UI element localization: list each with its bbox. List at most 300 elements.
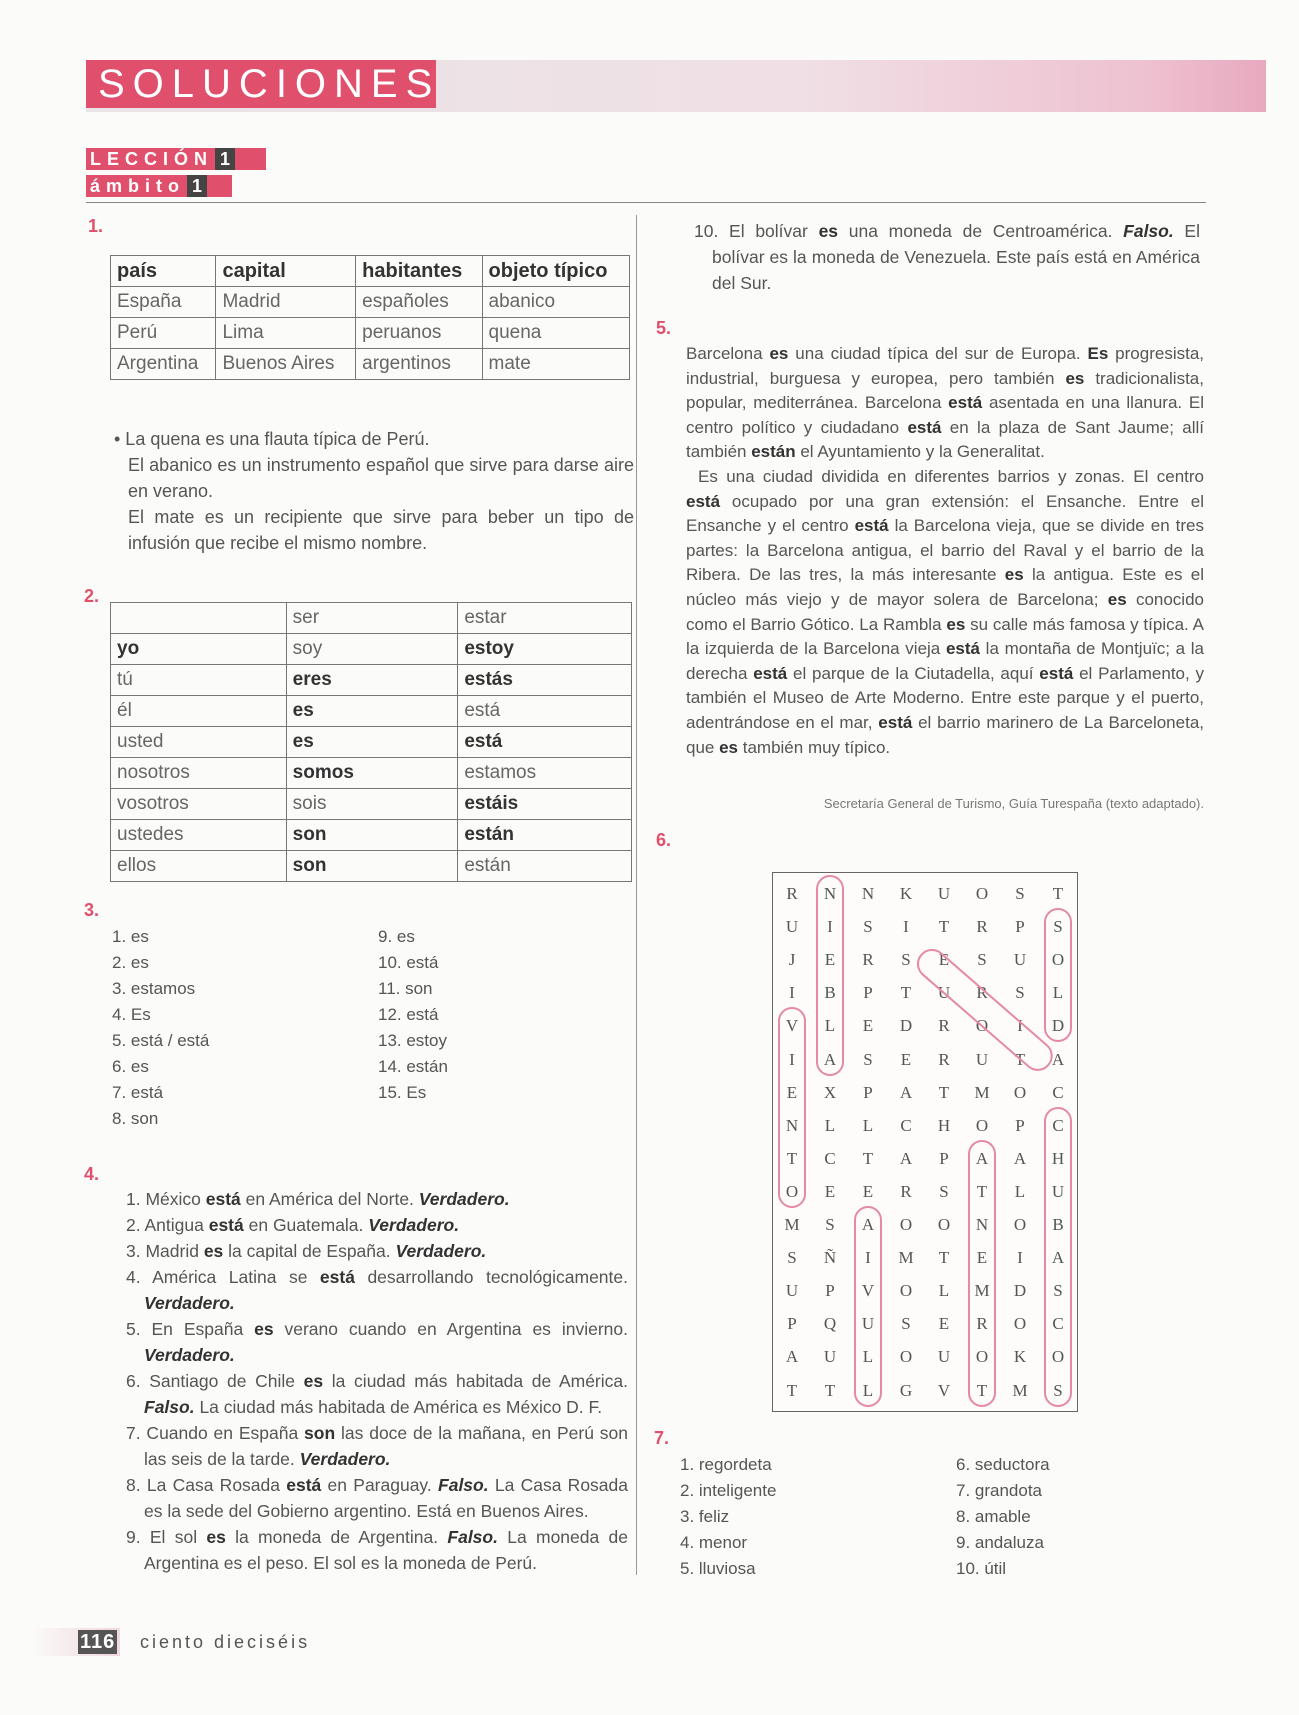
answer-item xyxy=(126,1186,628,1212)
grid-letter: U xyxy=(1051,1181,1065,1201)
word-highlight xyxy=(816,875,844,1076)
grid-letter: O xyxy=(899,1215,913,1234)
grid-letter: Ñ xyxy=(823,1248,837,1268)
grid-letter: V xyxy=(861,1281,875,1301)
grid-letter: U xyxy=(937,1347,951,1367)
answer-text: las doce de la mañana, en Perú son las seis de la tarde. xyxy=(144,1423,628,1469)
answer-text: en Paraguay. xyxy=(321,1475,439,1495)
grid-letter: O xyxy=(1051,1347,1065,1367)
table-cell: son xyxy=(286,851,458,882)
table-cell: Madrid xyxy=(216,287,356,318)
table-cell: mate xyxy=(482,349,629,380)
table-header-cell: capital xyxy=(216,256,356,287)
section-5-number: 5. xyxy=(656,318,672,338)
word-search-grid xyxy=(772,872,1078,1412)
answer-text: una moneda de Centroamérica. xyxy=(838,221,1124,241)
answer-item xyxy=(126,1212,628,1238)
grid-letter: A xyxy=(899,1148,913,1168)
answer-item: 5. está / está xyxy=(112,1031,210,1050)
grid-letter: S xyxy=(1053,917,1063,937)
table-row xyxy=(111,665,632,696)
paragraph-segment: es xyxy=(719,737,739,757)
grid-letter: S xyxy=(1015,884,1025,903)
answer-item: 4. Es xyxy=(112,1005,151,1024)
table-cell: estamos xyxy=(458,758,632,789)
paragraph-segment: la antigua. Este es el núcleo más viejo y de mayor solera de Barcelona; xyxy=(686,565,1204,609)
word-highlight xyxy=(968,1140,996,1407)
table-header-row xyxy=(111,603,632,634)
grid-letter: B xyxy=(824,983,836,1003)
paragraph-segment: Es una ciudad dividida en diferentes barrios y zonas. El centro xyxy=(698,466,1204,486)
answer-item: 2. es xyxy=(112,953,149,972)
grid-letter: S xyxy=(1015,983,1025,1003)
grid-letter: P xyxy=(787,1314,797,1334)
answer-item: 14. están xyxy=(378,1057,448,1076)
answer-text: la moneda de Argentina. xyxy=(225,1527,448,1547)
table-row xyxy=(111,318,630,349)
grid-letter: T xyxy=(862,1148,874,1168)
grid-letter: D xyxy=(1013,1281,1027,1301)
grid-letter: U xyxy=(975,1049,989,1069)
table-row xyxy=(111,634,632,665)
leccion-number: 1 xyxy=(215,148,235,170)
table-cell: está xyxy=(458,696,632,727)
grid-letter: O xyxy=(975,884,989,903)
answer-text: desarrollando tecnológicamente. xyxy=(354,1267,628,1287)
answer-text: en América del Norte. xyxy=(240,1189,419,1209)
answer-text: son xyxy=(304,1423,336,1443)
section-3-number: 3. xyxy=(84,900,100,920)
answer-text: 5. En España xyxy=(126,1319,255,1339)
answer-item: 6. es xyxy=(112,1057,149,1076)
answer-text: verano cuando en Argentina es invierno. xyxy=(273,1319,628,1339)
grid-letter: I xyxy=(865,1248,871,1268)
grid-letter: R xyxy=(786,884,798,903)
grid-letter: R xyxy=(938,1049,950,1069)
answer-item: 2. inteligente xyxy=(680,1481,777,1500)
paragraph-segment: el Ayuntamiento y la Generalitat. xyxy=(795,442,1045,462)
grid-letter: O xyxy=(1013,1082,1027,1102)
table-cell: está xyxy=(458,727,632,758)
grid-letter: O xyxy=(899,1281,913,1301)
answer-item: 3. feliz xyxy=(680,1507,730,1526)
grid-letter: A xyxy=(975,1148,989,1168)
answer-item: 9. es xyxy=(378,927,415,946)
answer-text: La ciudad más habitada de América es México D. F. xyxy=(194,1397,603,1417)
grid-letter: E xyxy=(862,1016,874,1036)
answer-text: la capital de España. xyxy=(223,1241,396,1261)
paragraph-segment: progresista, industrial, burguesa y europea, pero también xyxy=(686,344,1205,388)
grid-letter: L xyxy=(824,1115,836,1135)
section-1-notes xyxy=(114,426,634,556)
verdict-text: Verdadero. xyxy=(299,1449,391,1469)
grid-letter: P xyxy=(1015,917,1025,937)
paragraph-segment: está xyxy=(945,639,980,659)
answer-item xyxy=(126,1524,628,1576)
grid-letter: B xyxy=(1052,1215,1064,1234)
section-7-col2 xyxy=(956,1452,1050,1582)
verdict-text: Verdadero. xyxy=(395,1241,487,1261)
source-citation: Secretaría General de Turismo, Guía Turespaña (texto adaptado). xyxy=(823,796,1204,811)
answer-item: 10. está xyxy=(378,953,439,972)
table-header-cell: objeto típico xyxy=(482,256,629,287)
grid-letter: O xyxy=(785,1181,799,1201)
grid-letter: E xyxy=(862,1181,874,1201)
paragraph-segment: Barcelona xyxy=(686,344,770,363)
answer-item: 1. regordeta xyxy=(680,1455,772,1474)
grid-letter: O xyxy=(975,1115,989,1135)
table-header-cell: estar xyxy=(458,603,632,634)
grid-letter: L xyxy=(824,1016,836,1036)
note-line: El mate es un recipiente que sirve para beber un tipo de infusión que recibe el mismo nombre. xyxy=(128,507,634,553)
paragraph-segment: asentada en una llanura. El centro político y ciudadano xyxy=(686,393,1205,437)
grid-letter: U xyxy=(1013,950,1027,970)
word-highlight xyxy=(778,1007,806,1208)
grid-letter: A xyxy=(823,1049,837,1069)
answer-item xyxy=(126,1238,628,1264)
answer-text: es xyxy=(206,1527,226,1547)
grid-letter: T xyxy=(824,1380,836,1400)
paragraph-segment: está xyxy=(948,393,983,413)
grid-letter: P xyxy=(863,983,873,1003)
answer-item: 1. es xyxy=(112,927,149,946)
grid-letter: R xyxy=(900,1181,912,1201)
table-cell: eres xyxy=(286,665,458,696)
grid-letter: S xyxy=(901,1314,911,1334)
table-cell: soy xyxy=(286,634,458,665)
answer-text: es xyxy=(303,1371,324,1391)
answer-text: El bolívar es la moneda de Venezuela. Este país está en América del Sur. xyxy=(712,221,1200,293)
section-6-number: 6. xyxy=(656,830,672,850)
table-header-row xyxy=(111,256,630,287)
section-5-text xyxy=(686,342,1204,760)
grid-letter: E xyxy=(976,1248,988,1268)
table-cell: Perú xyxy=(111,318,216,349)
table-row xyxy=(111,727,632,758)
answer-item: 5. lluviosa xyxy=(680,1559,756,1578)
section-7-col1 xyxy=(680,1452,776,1582)
verdict-text: Verdadero. xyxy=(144,1345,235,1365)
ambito-label: ámbito xyxy=(90,176,186,196)
grid-letter: P xyxy=(1015,1115,1025,1135)
page-number: 116 xyxy=(80,1631,116,1653)
grid-letter: S xyxy=(863,917,873,937)
grid-letter: K xyxy=(1013,1347,1027,1367)
verdict-text: Falso. xyxy=(144,1397,195,1417)
paragraph-segment: conocido como el Barrio Gótico. La Rambla xyxy=(686,589,1204,634)
grid-letter: U xyxy=(937,884,951,903)
grid-letter: C xyxy=(1052,1115,1064,1135)
grid-letter: K xyxy=(899,884,913,903)
answer-text: 6. Santiago de Chile xyxy=(126,1371,304,1391)
grid-letter: O xyxy=(1051,950,1065,970)
paragraph-segment: la Barcelona vieja, que se divide en tres partes: la Barcelona antigua, el barrio del Raval y el barrio de la Ribera. De las tres, la más interesante xyxy=(686,516,1204,585)
grid-letter: O xyxy=(975,1347,989,1367)
grid-letter: T xyxy=(976,1181,988,1201)
table-cell: estás xyxy=(458,665,632,696)
verdict-text: Falso. xyxy=(447,1527,498,1547)
answer-item: 10. útil xyxy=(956,1559,1007,1578)
grid-letter: Q xyxy=(823,1314,837,1334)
paragraph-segment: tradicionalista, popular, mediterránea. Barcelona xyxy=(686,368,1204,413)
note-line: • La quena es una flauta típica de Perú. xyxy=(114,429,430,449)
grid-letter: R xyxy=(976,983,988,1003)
table-cell: Lima xyxy=(216,318,356,349)
verdict-text: Falso. xyxy=(438,1475,489,1495)
note-line: El abanico es un instrumento español que sirve para darse aire en verano. xyxy=(128,455,634,501)
answer-item: 7. grandota xyxy=(956,1481,1043,1500)
answer-item: 8. amable xyxy=(956,1507,1031,1526)
table-row xyxy=(111,758,632,789)
answer-item: 4. menor xyxy=(680,1533,748,1552)
grid-letter: I xyxy=(789,1049,795,1069)
grid-letter: H xyxy=(937,1115,951,1135)
paragraph-segment: el parque de la Ciutadella, aquí xyxy=(787,663,1040,683)
grid-letter: C xyxy=(1052,1082,1064,1102)
paragraph xyxy=(686,465,1204,760)
section-3-col1 xyxy=(112,924,209,1132)
grid-letter: C xyxy=(900,1115,912,1135)
grid-letter: V xyxy=(937,1380,951,1400)
table-cell: Buenos Aires xyxy=(216,349,356,380)
page-number-text: ciento dieciséis xyxy=(140,1632,311,1652)
grid-letter: T xyxy=(938,917,950,937)
paragraph-segment: está xyxy=(907,417,942,437)
verdict-text: Falso. xyxy=(1123,221,1174,241)
answer-text: 8. La Casa Rosada xyxy=(126,1475,287,1495)
table-cell: abanico xyxy=(482,287,629,318)
answer-text: 7. Cuando en España xyxy=(126,1423,305,1443)
grid-letter: E xyxy=(938,950,950,970)
table-row xyxy=(111,349,630,380)
grid-letter: M xyxy=(974,1082,990,1102)
grid-letter: S xyxy=(939,1181,949,1201)
answer-item: 3. estamos xyxy=(112,979,196,998)
page-title: SOLUCIONES xyxy=(86,60,436,108)
table-cell: estoy xyxy=(458,634,632,665)
paragraph-segment: está xyxy=(878,712,913,732)
grid-letter: L xyxy=(862,1380,874,1400)
answer-item xyxy=(126,1264,628,1316)
table-row xyxy=(111,696,632,727)
paragraph-segment: una ciudad típica del sur de Europa. xyxy=(788,344,1088,363)
grid-letter: I xyxy=(789,983,795,1003)
grid-letter: T xyxy=(1014,1049,1026,1069)
grid-letter: O xyxy=(1013,1215,1027,1234)
paragraph-segment: está xyxy=(1039,663,1074,683)
table-cell: están xyxy=(458,851,632,882)
paragraph-segment: su calle más famosa y típica. A la izquierda de la Barcelona vieja xyxy=(686,614,1204,659)
grid-letter: D xyxy=(1051,1016,1065,1036)
grid-letter: S xyxy=(825,1215,835,1234)
grid-letter: N xyxy=(861,884,875,903)
paragraph-segment: está xyxy=(854,516,889,536)
paragraph-segment: es xyxy=(1065,368,1085,388)
grid-letter: S xyxy=(787,1248,797,1268)
grid-letter: I xyxy=(903,917,909,937)
table-cell: tú xyxy=(111,665,287,696)
answer-text: 1. México xyxy=(126,1189,206,1209)
grid-letter: A xyxy=(861,1215,875,1234)
column-divider xyxy=(636,215,637,1575)
answer-text: en Guatemala. xyxy=(243,1215,369,1235)
grid-letter: T xyxy=(1052,884,1064,903)
answer-item: 8. son xyxy=(112,1109,159,1128)
grid-letter: E xyxy=(900,1049,912,1069)
table-cell: españoles xyxy=(356,287,482,318)
section-2-number: 2. xyxy=(84,586,100,606)
paragraph-segment: la montaña de Montjuïc; a la derecha xyxy=(686,639,1205,683)
table-cell: estáis xyxy=(458,789,632,820)
grid-letter: U xyxy=(861,1314,875,1334)
paragraph-segment: ocupado por una gran extensión: el Ensanche. Entre el Ensanche y el centro xyxy=(686,491,1204,536)
table-cell: es xyxy=(286,727,458,758)
grid-letter: U xyxy=(823,1347,837,1367)
paragraph-segment: Es xyxy=(1087,344,1109,363)
grid-letter: U xyxy=(937,983,951,1003)
verdict-text: Verdadero. xyxy=(418,1189,510,1209)
paragraph-segment: es xyxy=(769,344,789,363)
grid-letter: P xyxy=(825,1281,835,1301)
answer-text: la ciudad más habitada de América. xyxy=(323,1371,628,1391)
grid-letter: S xyxy=(863,1049,873,1069)
grid-letter: E xyxy=(824,1181,836,1201)
table-cell: quena xyxy=(482,318,629,349)
grid-letter: V xyxy=(785,1016,799,1036)
ambito-number: 1 xyxy=(187,175,207,197)
verdict-text: Verdadero. xyxy=(368,1215,460,1235)
grid-letter: A xyxy=(899,1082,913,1102)
leccion-label: LECCIÓN xyxy=(90,149,213,169)
grid-letter: E xyxy=(786,1082,798,1102)
grid-letter: U xyxy=(785,1281,799,1301)
table-row xyxy=(111,820,632,851)
answer-item xyxy=(126,1316,628,1368)
answer-item: 12. está xyxy=(378,1005,439,1024)
ambito-tag xyxy=(86,175,232,197)
table-cell: ellos xyxy=(111,851,287,882)
answer-item xyxy=(126,1472,628,1524)
section-4-list-right xyxy=(694,218,1200,296)
leccion-tag xyxy=(86,148,266,170)
grid-letter: A xyxy=(785,1347,799,1367)
table-header-cell: país xyxy=(111,256,216,287)
answer-item: 9. andaluza xyxy=(956,1533,1044,1552)
answer-text: 9. El sol xyxy=(126,1527,207,1547)
section-4-list-left xyxy=(126,1186,628,1576)
answer-text: es xyxy=(254,1319,274,1339)
answer-item: 11. son xyxy=(378,979,433,998)
grid-letter: N xyxy=(975,1215,989,1234)
answer-text: 3. Madrid xyxy=(126,1241,204,1261)
paragraph-segment: está xyxy=(686,491,721,511)
grid-letter: G xyxy=(899,1380,913,1400)
grid-letter: O xyxy=(975,1016,989,1036)
grid-letter: D xyxy=(899,1016,913,1036)
table-header-cell: ser xyxy=(286,603,458,634)
section-1-number: 1. xyxy=(88,216,104,236)
answer-text: La Casa Rosada es la sede del Gobierno argentino. Está en Buenos Aires. xyxy=(144,1475,628,1521)
answer-item: 13. estoy xyxy=(378,1031,447,1050)
grid-letter: R xyxy=(938,1016,950,1036)
table-row xyxy=(111,287,630,318)
grid-letter: L xyxy=(862,1347,874,1367)
countries-table xyxy=(110,255,630,380)
answer-item xyxy=(126,1368,628,1420)
grid-letter: O xyxy=(937,1215,951,1234)
table-cell: sois xyxy=(286,789,458,820)
answer-text: 2. Antigua xyxy=(126,1215,209,1235)
verdict-text: Verdadero. xyxy=(144,1293,235,1313)
answer-text: está xyxy=(319,1267,355,1287)
grid-letter: S xyxy=(1053,1281,1063,1301)
answer-item: 6. seductora xyxy=(956,1455,1050,1474)
answer-item: 7. está xyxy=(112,1083,164,1102)
grid-letter: T xyxy=(900,983,912,1003)
grid-letter: L xyxy=(1014,1181,1026,1201)
table-cell: España xyxy=(111,287,216,318)
grid-letter: H xyxy=(1051,1148,1065,1168)
grid-letter: M xyxy=(898,1248,914,1268)
table-header-cell xyxy=(111,603,287,634)
grid-letter: L xyxy=(938,1281,950,1301)
table-cell: yo xyxy=(111,634,287,665)
header-rule xyxy=(86,202,1206,203)
grid-letter: P xyxy=(863,1082,873,1102)
paragraph-segment: en la plaza de Sant Jaume; allí también xyxy=(686,417,1204,462)
grid-letter: R xyxy=(976,917,988,937)
answer-text: es xyxy=(818,221,839,241)
answer-text: La moneda de Argentina es el peso. El sol es la moneda de Perú. xyxy=(144,1527,628,1573)
table-cell: somos xyxy=(286,758,458,789)
grid-letter: M xyxy=(1012,1380,1028,1400)
table-cell: Argentina xyxy=(111,349,216,380)
grid-letter: R xyxy=(976,1314,988,1334)
table-cell: peruanos xyxy=(356,318,482,349)
paragraph-segment: también muy típico. xyxy=(738,737,891,757)
grid-letter: J xyxy=(788,950,796,970)
grid-letter: T xyxy=(786,1380,798,1400)
paragraph-segment: el Parlamento, y también el Museo de Arte Moderno. Entre este parque y el puerto, adentrándose en el mar, xyxy=(686,663,1204,732)
grid-letter: M xyxy=(784,1215,800,1234)
word-highlight xyxy=(1044,908,1072,1042)
table-cell: ustedes xyxy=(111,820,287,851)
table-row xyxy=(111,789,632,820)
paragraph-segment: está xyxy=(753,663,788,683)
verbs-table xyxy=(110,602,632,882)
section-3-col2 xyxy=(378,924,448,1106)
grid-letter: I xyxy=(1017,1016,1023,1036)
table-cell: él xyxy=(111,696,287,727)
answer-text: está xyxy=(208,1215,244,1235)
grid-letter: N xyxy=(823,884,837,903)
grid-letter: E xyxy=(824,950,836,970)
grid-letter: T xyxy=(938,1082,950,1102)
table-cell: vosotros xyxy=(111,789,287,820)
grid-letter: L xyxy=(862,1115,874,1135)
answer-text: está xyxy=(286,1475,322,1495)
grid-letter: A xyxy=(1051,1248,1065,1268)
table-cell: nosotros xyxy=(111,758,287,789)
paragraph-segment: el barrio marinero de La Barceloneta, que xyxy=(686,712,1204,757)
grid-letter: X xyxy=(823,1082,837,1102)
grid-letter: S xyxy=(1053,1380,1063,1400)
grid-letter: P xyxy=(939,1148,949,1168)
grid-letter: S xyxy=(977,950,987,970)
paragraph-segment: es xyxy=(1004,565,1024,585)
paragraph-segment: es xyxy=(1107,589,1127,609)
grid-letter: A xyxy=(1051,1049,1065,1069)
